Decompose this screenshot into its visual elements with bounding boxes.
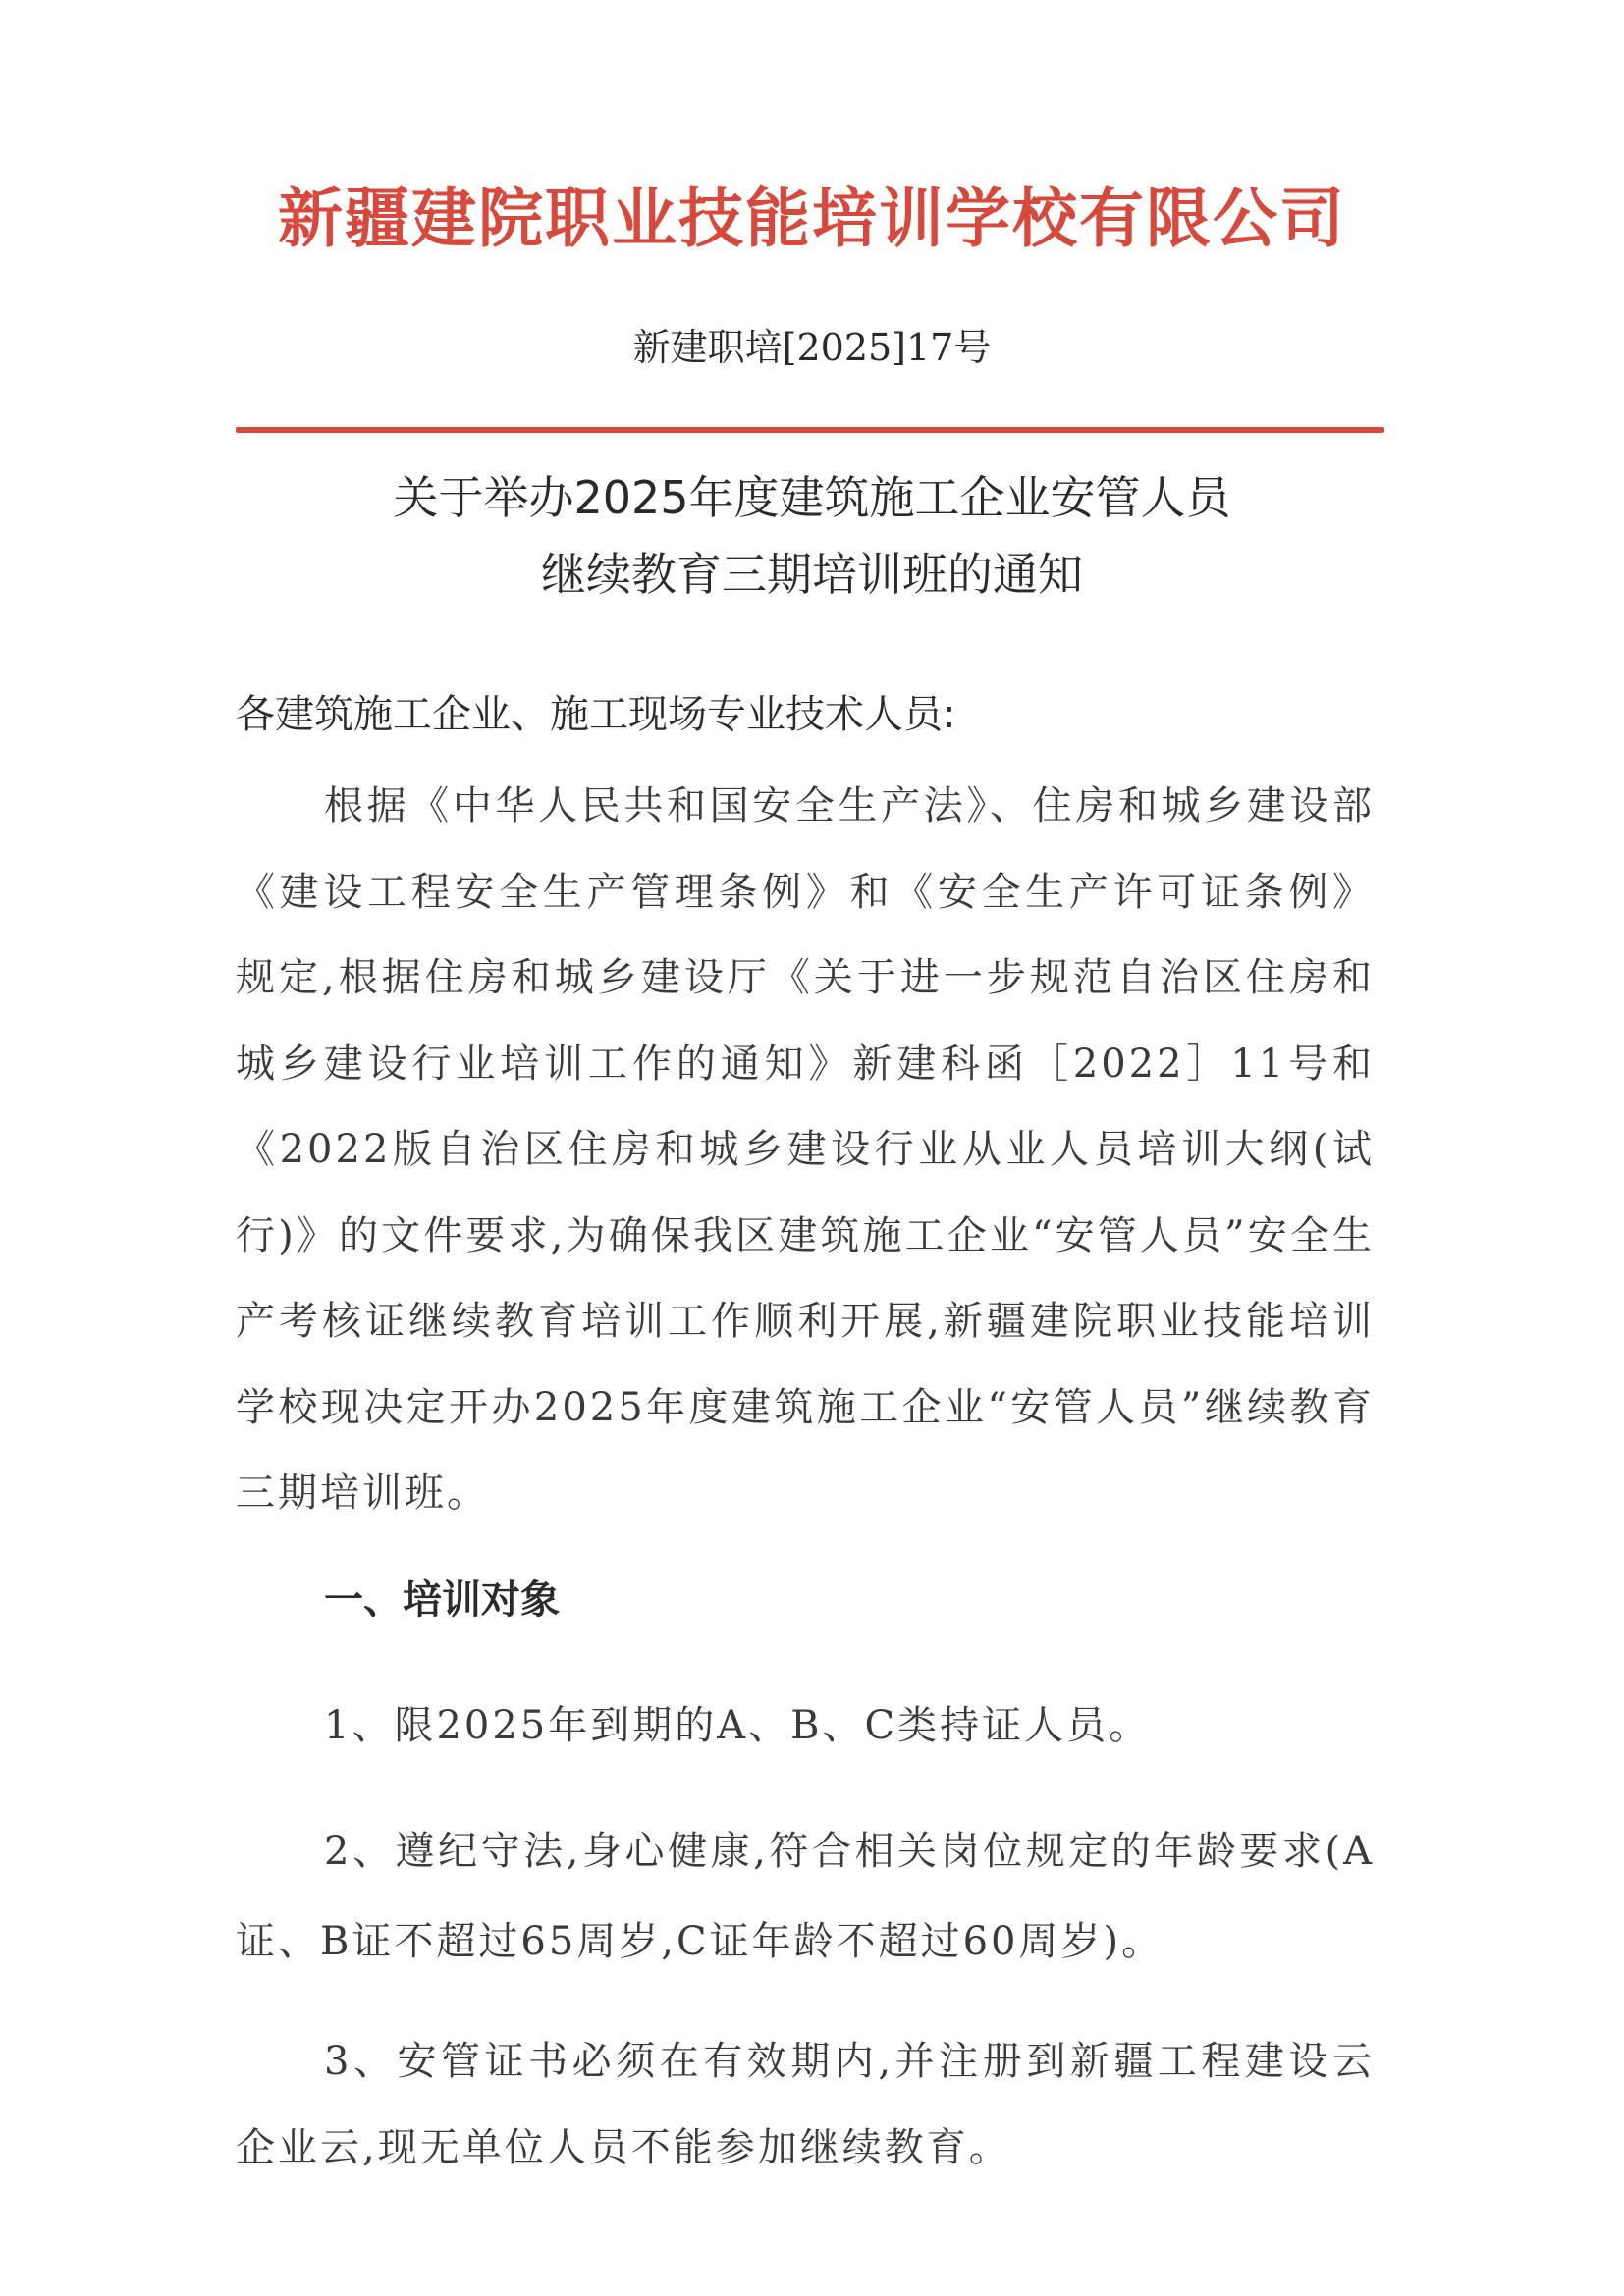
section-heading-training-targets: 一、培训对象 xyxy=(324,1577,560,1623)
red-header-rule xyxy=(236,427,1384,433)
notice-title-line-1: 关于举办2025年度建筑施工企业安管人员 xyxy=(393,471,1231,524)
addressee: 各建筑施工企业、施工现场专业技术人员: xyxy=(236,692,956,737)
list-item: 1、限2025年到期的A、B、C类持证人员。 xyxy=(324,1703,1152,1748)
body-paragraph: 根据《中华人民共和国安全生产法》、住房和城乡建设部《建设工程安全生产管理条例》和《安全生产许可证条例》规定,根据住房和城乡建设厅《关于进一步规范自治区住房和城乡建设行业培训工作的通知》新建科函［2022］11号和《2022版自治区住房和城乡建设行业从业人员培训大纲(试行)》的文件要求,为确保我区建筑施工企业“安管人员”安全生产考核证继续教育培训工作顺利开展,新疆建院职业技能培训学校现决定开办2025年度建筑施工企业“安管人员”继续教育三期培训班。 xyxy=(236,783,1375,1516)
list-item: 2、遵纪守法,身心健康,符合相关岗位规定的年龄要求(A证、B证不超过65周岁,C证年龄不超过60周岁)。 xyxy=(236,1829,1375,1964)
notice-title xyxy=(0,459,1624,613)
organization-title: 新疆建院职业技能培训学校有限公司 xyxy=(278,181,1346,256)
document-number: 新建职培[2025]17号 xyxy=(632,326,992,369)
notice-title-line-2: 继续教育三期培训班的通知 xyxy=(541,548,1083,601)
list-item: 3、安管证书必须在有效期内,并注册到新疆工程建设云企业云,现无单位人员不能参加继续教育。 xyxy=(236,2039,1375,2170)
